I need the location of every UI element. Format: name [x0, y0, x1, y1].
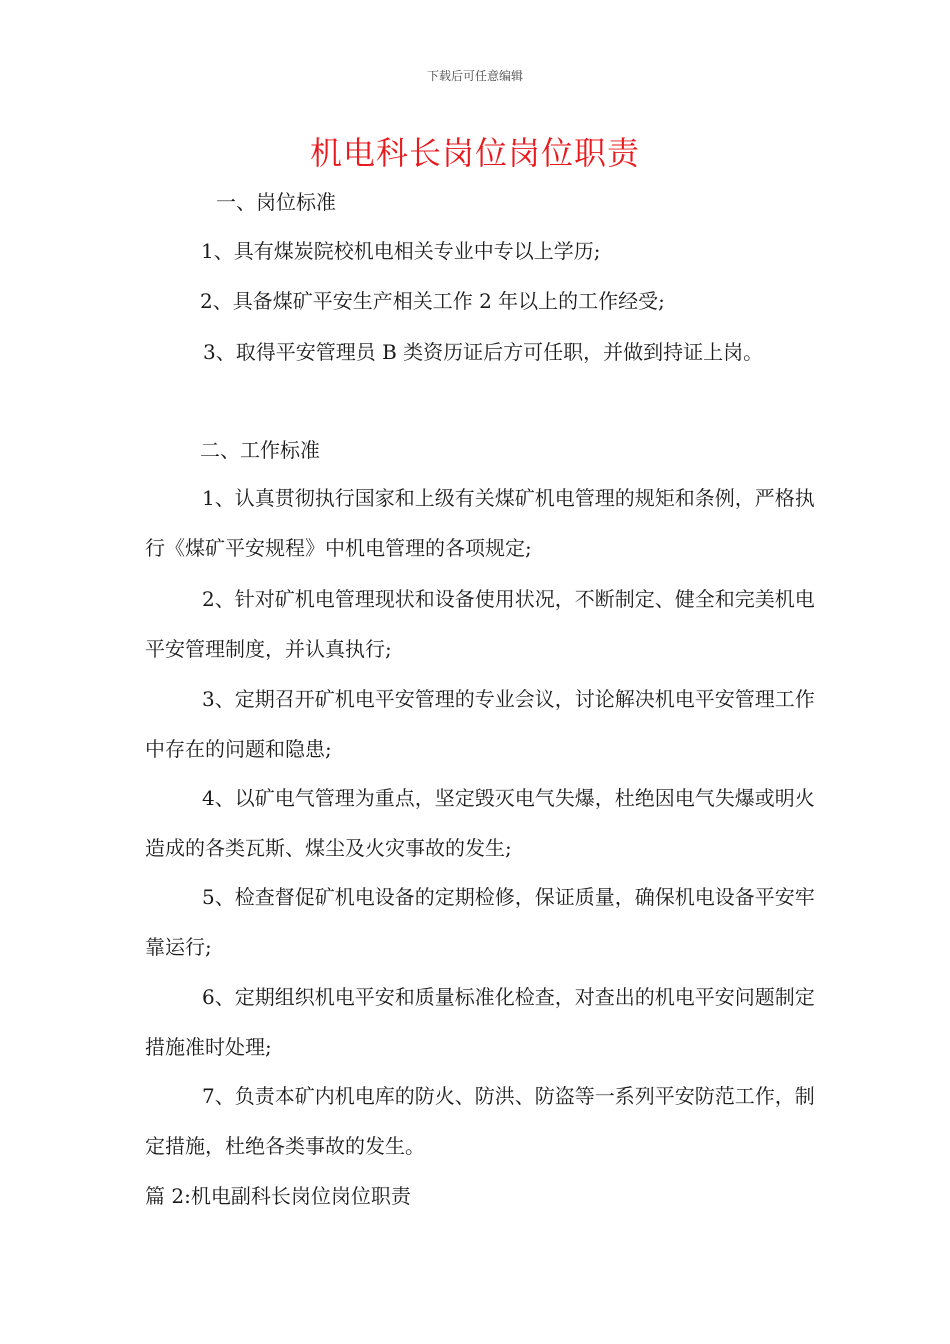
- header-note: 下载后可任意编辑: [426, 69, 523, 83]
- requirement-item: 1、具有煤炭院校机电相关专业中专以上学历;: [201, 239, 601, 263]
- requirement-item: 2、具备煤矿平安生产相关工作 2 年以上的工作经受;: [200, 289, 665, 313]
- duty-paragraph: 6、定期组织机电平安和质量标准化检查，对查出的机电平安问题制定措施准时处理;: [145, 985, 815, 1059]
- duty-paragraph: 2、针对矿机电管理现状和设备使用状况，不断制定、健全和完美机电平安管理制度，并认真执行;: [145, 587, 815, 661]
- section-heading-post-standard: 一、岗位标准: [216, 190, 336, 214]
- duty-paragraph: 4、以矿电气管理为重点，坚定毁灭电气失爆，杜绝因电气失爆或明火造成的各类瓦斯、煤尘及火灾事故的发生;: [145, 786, 815, 860]
- document-title: 机电科长岗位岗位职责: [309, 134, 640, 172]
- section-heading-work-standard: 二、工作标准: [200, 438, 320, 462]
- part2-heading: 篇 2:机电副科长岗位岗位职责: [145, 1184, 411, 1208]
- duty-paragraph: 7、负责本矿内机电库的防火、防洪、防盗等一系列平安防范工作，制定措施，杜绝各类事故的发生。: [145, 1084, 815, 1158]
- duty-paragraph: 1、认真贯彻执行国家和上级有关煤矿机电管理的规矩和条例，严格执行《煤矿平安规程》中机电管理的各项规定;: [145, 486, 815, 560]
- requirement-item: 3、取得平安管理员 B 类资历证后方可任职，并做到持证上岗。: [203, 340, 764, 364]
- duty-paragraph: 3、定期召开矿机电平安管理的专业会议，讨论解决机电平安管理工作中存在的问题和隐患;: [145, 687, 815, 761]
- duty-paragraph: 5、检查督促矿机电设备的定期检修，保证质量，确保机电设备平安牢靠运行;: [145, 885, 815, 959]
